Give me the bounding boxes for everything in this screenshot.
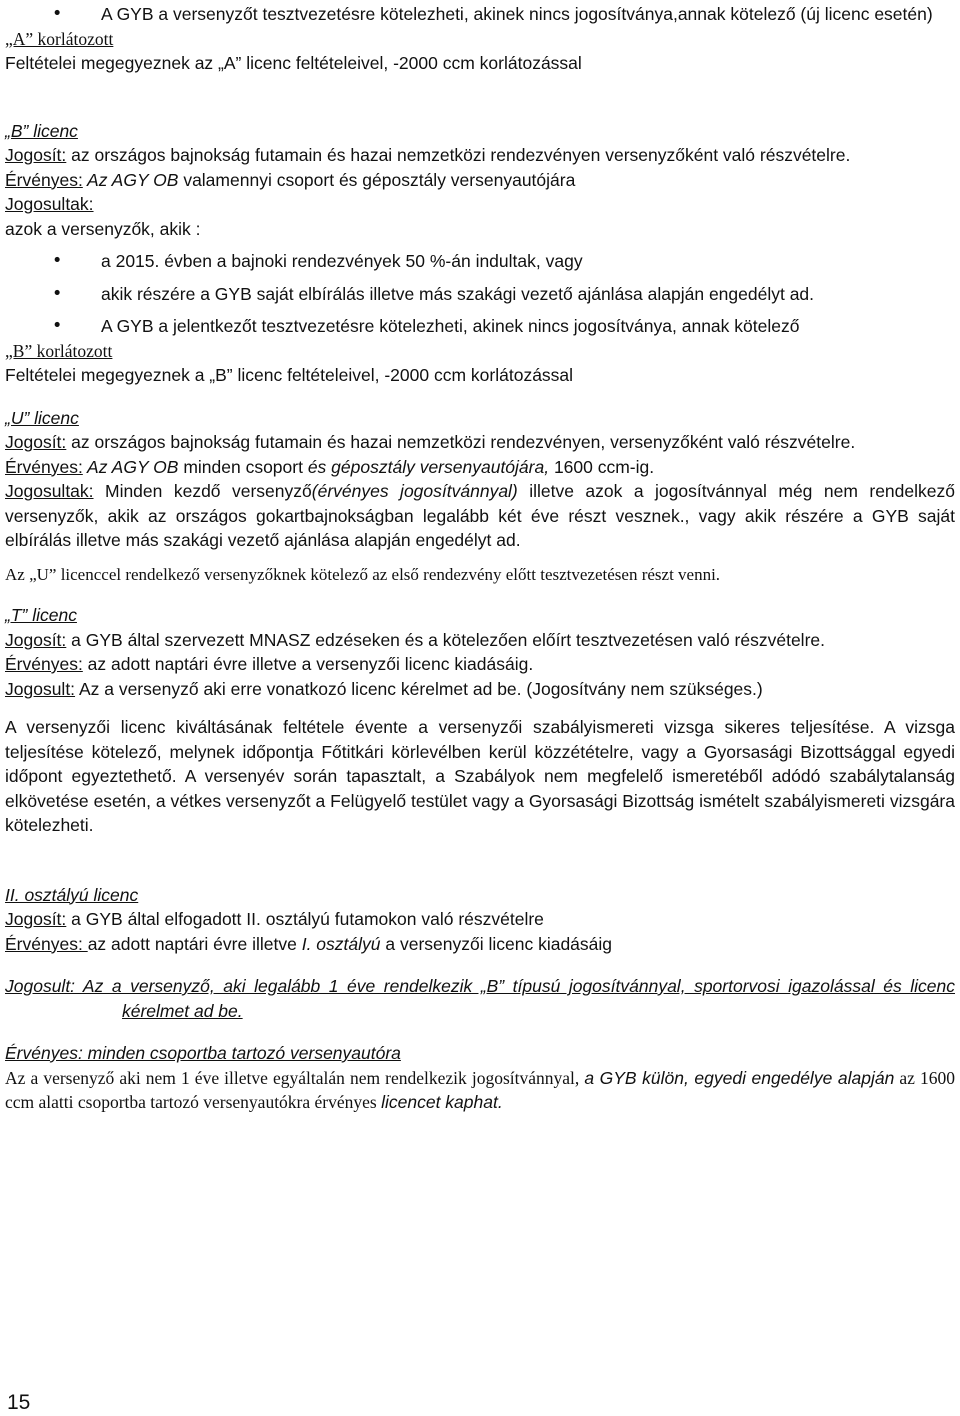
t-licenc-jogosit: [5, 628, 955, 653]
page-number: 15: [7, 1391, 31, 1414]
jogosit-label: Jogosít:: [5, 909, 67, 929]
ervenyes-label: Érvényes:: [5, 654, 83, 674]
final-text: Az a versenyző aki nem 1 éve illetve egyáltalán nem rendelkezik jogosítvánnyal,: [5, 1067, 585, 1088]
bullet-item: • akik részére a GYB saját elbírálás illetve más szakági vezető ajánlása alapján engedélyt ad.: [5, 282, 955, 307]
final-italic: licencet kaphat.: [381, 1092, 503, 1112]
jogosultak-text: Minden kezdő versenyző: [93, 481, 312, 501]
jogosit-label: Jogosít:: [5, 629, 67, 650]
u-licenc-ervenyes: [5, 455, 955, 480]
b-licenc-heading: „B” licenc: [5, 120, 78, 141]
jogosultak-label: Jogosultak:: [5, 481, 94, 501]
u-licenc-note: Az „U” licenccel rendelkező versenyzőknek kötelező az első rendezvény előtt tesztvezetésen részt venni.: [5, 564, 721, 584]
u-licenc-heading: „U” licenc: [5, 407, 79, 428]
b-korlatozott-heading: „B” korlátozott: [5, 340, 113, 361]
jogosit-label: Jogosít:: [5, 145, 67, 165]
ervenyes-label: Érvényes:: [5, 456, 83, 477]
b-licenc-jogosultak-label: Jogosultak:: [5, 194, 94, 214]
exam-paragraph: A versenyzői licenc kiváltásának feltétele évente a versenyzői szabályismereti vizsga sikeres teljesítése. A vizsga teljesítése kötelező, melynek időpontja Főtitkári körlevélben kerül közzétételre, vagy a Gyorsasági Bizottsággal egyedi időpont egyeztethető. A versenyév során tapasztalt, a Szabályok nem megfelelő ismeretéből adódó szabálytalanság elkövetése esetén, a vétkes versenyzőt a Felügyelő testület vagy a Gyorsasági Bizottság ismételt szabályismereti vizsgára kötelezheti.: [5, 717, 955, 835]
b-licenc-ervenyes: [5, 168, 955, 193]
bullet-item: • A GYB a versenyzőt tesztvezetésre kötelezheti, akinek nincs jogosítványa,annak kötelező (új licenc esetén): [5, 2, 955, 27]
ervenyes-text: az adott naptári évre illetve: [87, 933, 302, 954]
a-korlatozott-line: Feltételei megegyeznek az „A” licenc feltételeivel, -2000 ccm korlátozással: [5, 53, 582, 73]
final-italic: a GYB külön, egyedi engedélye alapján: [584, 1067, 895, 1088]
b-korlatozott-line: Feltételei megegyeznek a „B” licenc feltételeivel, -2000 ccm korlátozással: [5, 365, 574, 385]
ervenyes-label: Érvényes:: [5, 933, 88, 954]
ii-licenc-ervenyes-2: Érvényes: minden csoportba tartozó versenyautóra: [5, 1043, 401, 1063]
u-licenc-jogosultak: [5, 479, 955, 553]
b-licenc-jogosit: [5, 143, 955, 168]
jogosit-label: Jogosít:: [5, 432, 67, 452]
b-licenc-azok: azok a versenyzők, akik :: [5, 218, 201, 239]
t-licenc-jogosult: [5, 677, 955, 702]
jogosultak-italic: (érvényes jogosítvánnyal): [311, 481, 518, 501]
jogosit-text: az országos bajnokság futamain és hazai nemzetközi rendezvényen versenyzőként való részvételre.: [66, 145, 851, 165]
jogosultak-text: illetve azok a jogosítvánnyal még nem rendelkező versenyzők, akik az országos gokartbajnokságban legalább két éve részt vesznek., vagy akik részére a GYB saját elbírálás illetve más szakági vezető ajánlása alapján engedélyt ad.: [5, 481, 955, 550]
jogosult-text: Az a versenyző aki erre vonatkozó licenc kérelmet ad be. (Jogosítvány nem szükséges.): [75, 678, 763, 699]
ervenyes-italic: Az AGY OB: [82, 169, 184, 190]
ervenyes-italic: I. osztályú: [301, 933, 381, 954]
jogosult-label: Jogosult:: [5, 678, 76, 699]
ervenyes-label: Érvényes:: [5, 169, 83, 190]
ii-licenc-jogosult: Jogosult: Az a versenyző, aki legalább 1 éve rendelkezik „B” típusú jogosítvánnyal, sportorvosi igazolással és licenc kérelmet ad be.: [5, 976, 955, 1021]
bullet-item: • A GYB a jelentkezőt tesztvezetésre kötelezheti, akinek nincs jogosítványa, annak kötelező: [5, 314, 955, 339]
ii-licenc-jogosit: [5, 907, 955, 932]
t-licenc-ervenyes: [5, 652, 955, 677]
ervenyes-italic: és géposztály versenyautójára,: [307, 456, 550, 477]
jogosit-text: a GYB által elfogadott II. osztályú futamokon való részvételre: [66, 909, 544, 929]
ervenyes-text: az adott naptári évre illetve a versenyzői licenc kiadásáig.: [82, 654, 534, 674]
bullet-item: • a 2015. évben a bajnoki rendezvények 50 %-án indultak, vagy: [5, 249, 955, 274]
document-page: [5, 0, 955, 1115]
a-korlatozott-heading: „A” korlátozott: [5, 28, 114, 49]
u-licenc-jogosit: [5, 430, 955, 455]
ervenyes-text: valamennyi csoport és géposztály versenyautójára: [183, 169, 576, 190]
jogosit-text: a GYB által szervezett MNASZ edzéseken és a kötelezően előírt tesztvezetésen való részvételre.: [66, 629, 825, 650]
ervenyes-text: minden csoport: [178, 456, 308, 477]
jogosit-text: az országos bajnokság futamain és hazai nemzetközi rendezvényen, versenyzőként való részvételre.: [66, 432, 856, 452]
ervenyes-text: 1600 ccm-ig.: [549, 456, 655, 477]
ervenyes-italic: Az AGY OB: [82, 456, 179, 477]
ii-licenc-final: [5, 1066, 955, 1115]
ervenyes-text: a versenyzői licenc kiadásáig: [380, 933, 613, 954]
ii-licenc-ervenyes: [5, 932, 955, 957]
t-licenc-heading: „T” licenc: [5, 605, 77, 625]
final-text: az 1600 ccm alatti csoportba tartozó versenyautókra érvényes: [5, 1067, 955, 1112]
ii-licenc-heading: II. osztályú licenc: [5, 884, 139, 905]
